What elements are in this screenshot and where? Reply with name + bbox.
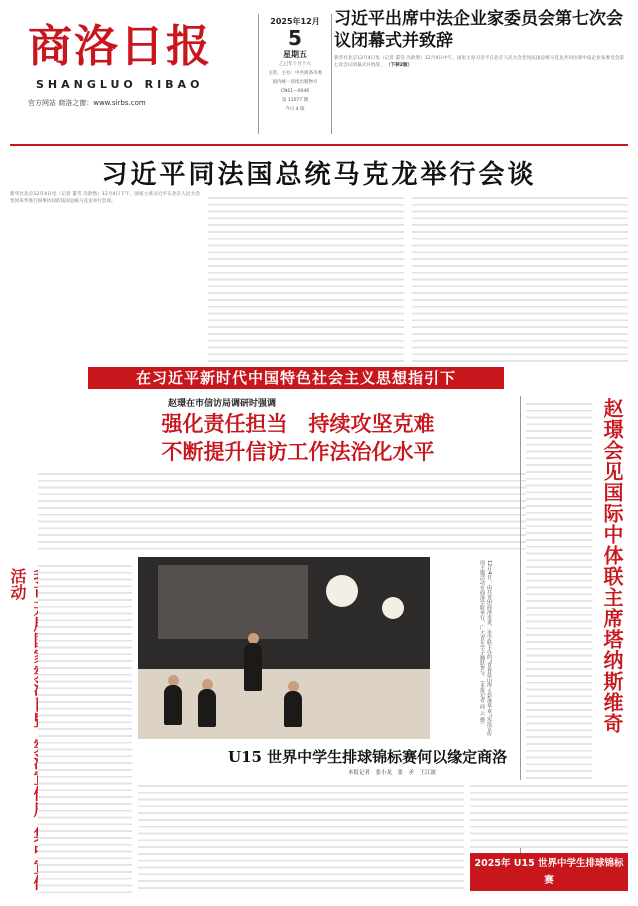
lead-headline[interactable]: 习近平出席中法企业家委员会第七次会议闭幕式并致辞	[334, 9, 623, 51]
side-right-headline[interactable]: 赵璟会见国际中体联主席塔纳斯维奇	[600, 398, 624, 734]
lead-continued[interactable]: （下转2版）	[386, 62, 413, 68]
story2-column-1	[10, 192, 200, 362]
page-count: 今日 4 版	[285, 107, 305, 112]
story2-column-3	[412, 192, 628, 362]
story3-body	[38, 468, 568, 552]
story3-headline-line-1: 强化责任担当 持续攻坚克难	[161, 411, 435, 436]
date-day: 5	[288, 26, 302, 50]
date-box	[258, 14, 332, 134]
story2-byline: 新华社北京12月4日电（记者 董雪 冯歆然）12月4日下午，国家主席习近平在北京人民大会堂同来华进行国事访问的法国总统马克龙举行会谈。	[10, 192, 200, 204]
section-banner: 在习近平新时代中国特色社会主义思想指引下	[88, 367, 504, 389]
story3-kicker: 赵璟在市信访局调研时强调	[168, 399, 277, 409]
side-left-body	[38, 560, 132, 894]
newspaper-logo: 商洛日报	[28, 21, 212, 72]
photo-lamp	[326, 575, 358, 607]
photo-lamp	[382, 597, 404, 619]
event-banner-line-2: 12月4日至13日在商洛举行	[489, 892, 609, 903]
story4-body-tail	[470, 780, 628, 848]
lunar-date: 乙巳年十月十六	[279, 62, 311, 67]
side-left-headline[interactable]: 活动	[8, 568, 27, 600]
story4-byline: 本报记者 张小龙 张 矛 王江波	[348, 770, 437, 776]
photo-person	[198, 689, 216, 727]
lead-body	[334, 56, 624, 134]
story2-headline[interactable]: 习近平同法国总统马克龙举行会谈	[101, 160, 537, 190]
event-banner-line-1: 2025年 U15 世界中学生排球锦标赛	[474, 858, 624, 886]
photo-caption: 12月4日，由共青团商洛市委、市学联主办的“青春赴山海·五彩谱华章”宪法宣传周主题活动在商洛学院举行，广大青年学子踊跃参与。（本报记者 商 云 摄）	[479, 560, 492, 737]
sponsor: 主管、主办：中共商洛市委	[268, 71, 322, 76]
photo-backdrop	[158, 565, 308, 639]
cn-label: 国内统一连续出版物号	[272, 80, 318, 85]
photo-person	[164, 685, 182, 725]
lead-byline: 新华社北京12月4日电（记者 董雪 冯歆然）12月4日中午，国家主席习近平在北京人民大会堂同法国总统马克龙共同出席中法企业家委员会第七次会议闭幕式并致辞。	[334, 56, 624, 68]
photo-person	[244, 643, 262, 691]
story4-headline[interactable]: U15 世界中学生排球锦标赛何以缘定商洛	[228, 748, 508, 766]
masthead-divider	[10, 144, 628, 146]
weekday: 星期五	[283, 50, 307, 59]
story2-column-2	[208, 192, 404, 362]
story3-headline-line-2: 不断提升信访工作法治化水平	[161, 439, 435, 464]
story4-body	[138, 780, 464, 892]
newspaper-pinyin: SHANGLUO RIBAO	[36, 78, 204, 91]
issue-number: 第 11077 期	[281, 98, 309, 103]
date-year-month: 2025年12月	[270, 17, 320, 26]
story3-headline[interactable]	[78, 410, 518, 466]
cn-number: CN61—0046	[280, 89, 310, 94]
website-line[interactable]: 官方网站 商洛之窗：www.sirbs.com	[28, 99, 146, 107]
event-photo[interactable]	[138, 557, 430, 739]
photo-person	[284, 691, 302, 727]
event-banner	[470, 853, 628, 903]
